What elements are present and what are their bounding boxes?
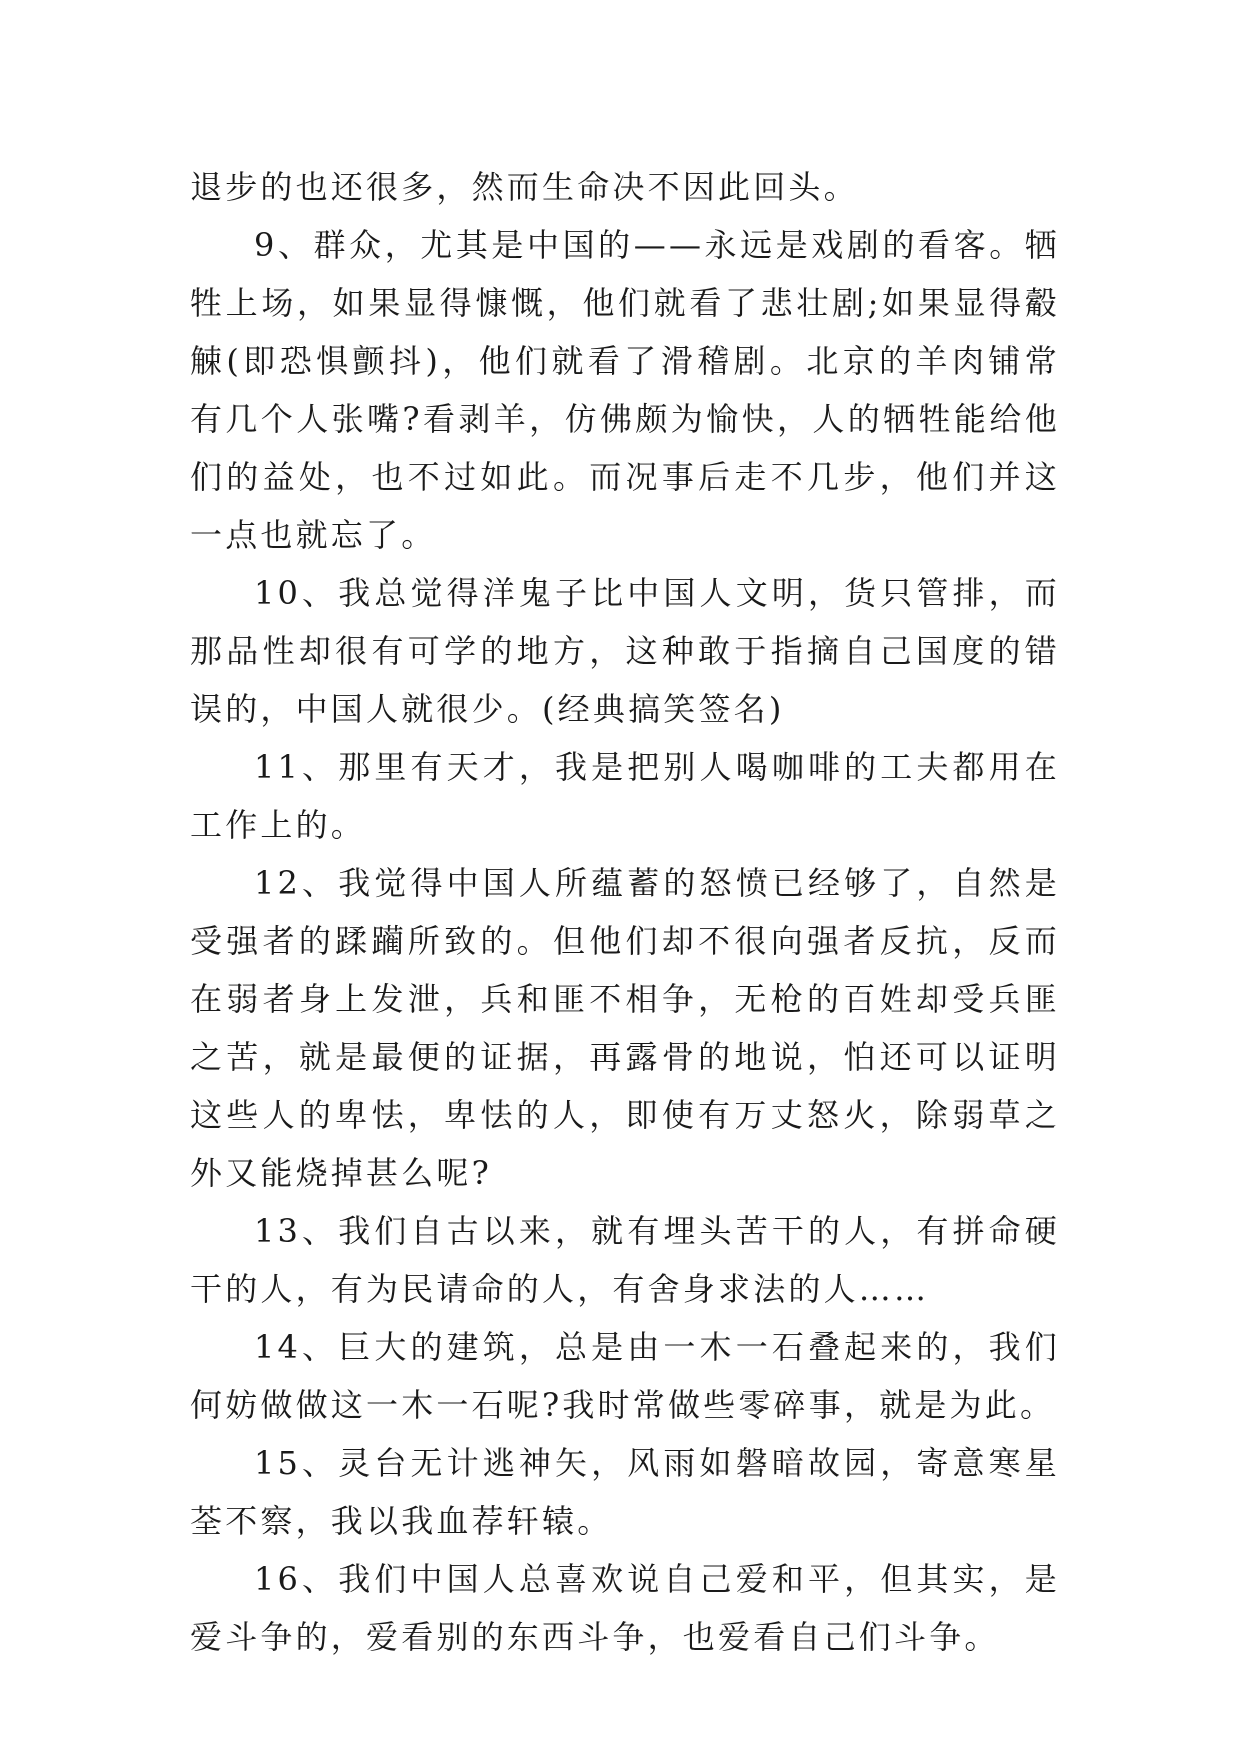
paragraph-quote-13: 13、我们自古以来，就有埋头苦干的人，有拼命硬干的人，有为民请命的人，有舍身求法的人……: [190, 1212, 1060, 1308]
paragraph-quote-9: 9、群众，尤其是中国的——永远是戏剧的看客。牺牲上场，如果显得慷慨，他们就看了悲壮剧;如果显得觳觫(即恐惧颤抖)，他们就看了滑稽剧。北京的羊肉铺常有几个人张嘴?看剥羊，仿佛颇为愉快，人的牺牲能给他们的益处，也不过如此。而况事后走不几步，他们并这一点也就忘了。: [190, 226, 1060, 554]
paragraph-quote-12: 12、我觉得中国人所蕴蓄的怒愤已经够了，自然是受强者的蹂躏所致的。但他们却不很向强者反抗，反而在弱者身上发泄，兵和匪不相争，无枪的百姓却受兵匪之苦，就是最便的证据，再露骨的地说，怕还可以证明这些人的卑怯，卑怯的人，即使有万丈怒火，除弱草之外又能烧掉甚么呢?: [190, 864, 1060, 1192]
paragraph-continued: 退步的也还很多，然而生命决不因此回头。: [190, 168, 859, 206]
document-body: [190, 158, 1060, 1666]
paragraph-quote-11: 11、那里有天才，我是把别人喝咖啡的工夫都用在工作上的。: [190, 748, 1060, 844]
paragraph-quote-10: 10、我总觉得洋鬼子比中国人文明，货只管排，而那品性却很有可学的地方，这种敢于指摘自己国度的错误的，中国人就很少。(经典搞笑签名): [190, 574, 1060, 728]
paragraph-quote-16: 16、我们中国人总喜欢说自己爱和平，但其实，是爱斗争的，爱看别的东西斗争，也爱看自己们斗争。: [190, 1560, 1060, 1656]
paragraph-quote-15: 15、灵台无计逃神矢，风雨如磐暗故园，寄意寒星荃不察，我以我血荐轩辕。: [190, 1444, 1060, 1540]
paragraph-quote-14: 14、巨大的建筑，总是由一木一石叠起来的，我们何妨做做这一木一石呢?我时常做些零碎事，就是为此。: [190, 1328, 1060, 1424]
